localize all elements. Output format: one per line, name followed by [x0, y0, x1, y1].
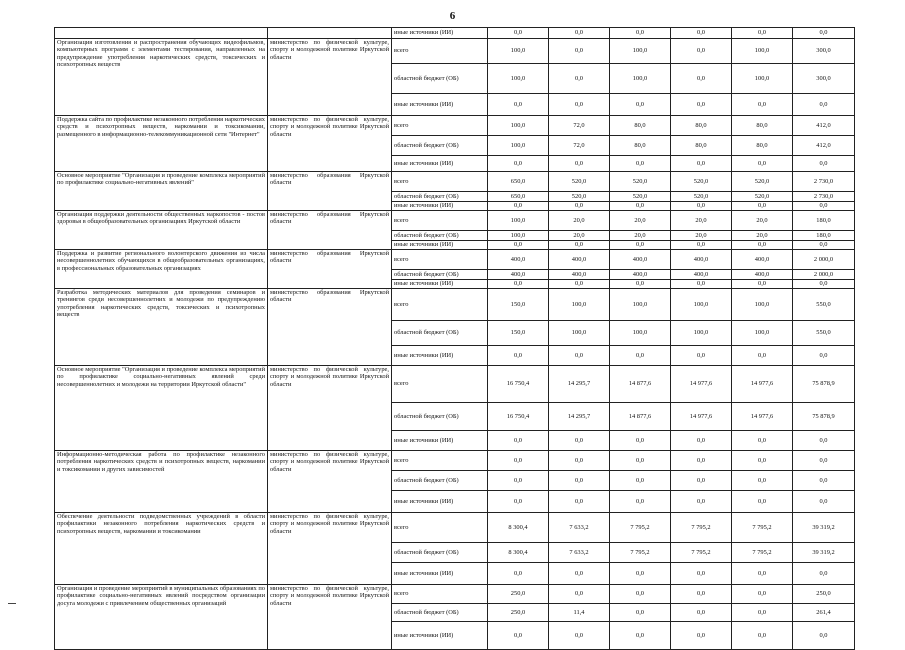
value-cell: 80,0 [671, 116, 732, 136]
responsible-cell [268, 28, 392, 39]
responsible-executor-cell: министерство образования Иркутской области [268, 289, 392, 366]
table-row [55, 172, 855, 192]
financing-table [54, 27, 855, 650]
value-cell: 75 878,9 [793, 366, 855, 403]
value-cell: 0,0 [732, 346, 793, 366]
source-cell: иные источники (ИИ) [392, 28, 488, 39]
value-cell: 0,0 [732, 471, 793, 491]
value-cell: 100,0 [549, 321, 610, 346]
value-cell: 0,0 [549, 280, 610, 289]
value-cell: 0,0 [549, 451, 610, 471]
value-cell: 100,0 [610, 289, 671, 321]
value-cell: 0,0 [671, 156, 732, 172]
value-cell: 0,0 [610, 280, 671, 289]
value-cell: 0,0 [732, 202, 793, 211]
value-cell: 7 795,2 [732, 513, 793, 543]
name-cell [55, 28, 268, 39]
value-cell: 180,0 [793, 211, 855, 231]
funding-source-cell: областной бюджет (ОБ) [392, 231, 488, 241]
value-cell: 0,0 [671, 622, 732, 650]
value-cell: 0,0 [610, 94, 671, 116]
value-cell: 80,0 [671, 136, 732, 156]
value-cell: 0,0 [671, 471, 732, 491]
value-cell: 0,0 [732, 431, 793, 451]
value-cell: 0,0 [549, 471, 610, 491]
value-cell: 7 795,2 [671, 513, 732, 543]
value-cell: 400,0 [549, 270, 610, 280]
value-cell: 0,0 [610, 28, 671, 39]
value-cell: 250,0 [488, 604, 549, 622]
value-cell: 100,0 [610, 39, 671, 64]
value-cell: 72,0 [549, 136, 610, 156]
value-cell: 0,0 [793, 622, 855, 650]
value-cell: 0,0 [610, 451, 671, 471]
value-cell: 0,0 [549, 431, 610, 451]
funding-source-cell: иные источники (ИИ) [392, 280, 488, 289]
value-cell: 100,0 [488, 136, 549, 156]
value-cell: 14 977,6 [732, 366, 793, 403]
value-cell: 7 633,2 [549, 513, 610, 543]
value-cell: 400,0 [610, 270, 671, 280]
funding-source-cell: областной бюджет (ОБ) [392, 136, 488, 156]
funding-source-cell: всего [392, 250, 488, 270]
value-cell: 400,0 [610, 250, 671, 270]
measure-name-cell: Организация поддержки деятельности общественных наркопостов - постов здоровья в общеобразовательных организациях Иркутской области [55, 211, 268, 250]
value-cell: 75 878,9 [793, 403, 855, 431]
value-cell: 0,0 [549, 241, 610, 250]
value-cell: 0,0 [488, 280, 549, 289]
value-cell: 0,0 [671, 202, 732, 211]
value-cell: 80,0 [732, 116, 793, 136]
responsible-executor-cell: министерство образования Иркутской области [268, 172, 392, 211]
value-cell: 0,0 [488, 491, 549, 513]
value-cell: 100,0 [488, 231, 549, 241]
value-cell: 7 795,2 [671, 543, 732, 563]
measure-name-cell: Разработка методических материалов для проведения семинаров и тренингов среди несовершеннолетних и молодежи по предупреждению употребления наркотических средств, токсических и психотропных веществ [55, 289, 268, 366]
value-cell: 0,0 [610, 622, 671, 650]
measure-name-cell: Информационно-методическая работа по профилактике незаконного потребления наркотических средств и психотропных веществ, наркомании и токсикомании и других зависимостей [55, 451, 268, 513]
funding-source-cell: всего [392, 116, 488, 136]
funding-source-cell: всего [392, 366, 488, 403]
value-cell: 8 300,4 [488, 513, 549, 543]
funding-source-cell: областной бюджет (ОБ) [392, 604, 488, 622]
value-cell: 520,0 [671, 172, 732, 192]
value-cell: 0,0 [549, 491, 610, 513]
value-cell: 7 795,2 [732, 543, 793, 563]
value-cell: 20,0 [732, 211, 793, 231]
value-cell: 0,0 [549, 94, 610, 116]
value-cell: 0,0 [488, 431, 549, 451]
value-cell: 100,0 [671, 321, 732, 346]
value-cell: 7 795,2 [610, 513, 671, 543]
table-row [55, 116, 855, 136]
value-cell: 650,0 [488, 172, 549, 192]
responsible-executor-cell: министерство по физической культуре, спорту и молодежной политике Иркутской области [268, 116, 392, 172]
value-cell: 0,0 [732, 28, 793, 39]
table-row [55, 211, 855, 231]
value-cell: 100,0 [610, 64, 671, 94]
value-cell: 2 000,0 [793, 270, 855, 280]
value-cell: 0,0 [732, 451, 793, 471]
value-cell: 72,0 [549, 116, 610, 136]
responsible-executor-cell: министерство образования Иркутской области [268, 211, 392, 250]
value-cell: 16 750,4 [488, 403, 549, 431]
funding-source-cell: всего [392, 289, 488, 321]
funding-source-cell: иные источники (ИИ) [392, 431, 488, 451]
value-cell: 0,0 [793, 280, 855, 289]
value-cell: 0,0 [671, 491, 732, 513]
value-cell: 100,0 [549, 289, 610, 321]
funding-source-cell: всего [392, 172, 488, 192]
value-cell: 0,0 [488, 622, 549, 650]
value-cell: 400,0 [732, 270, 793, 280]
value-cell: 550,0 [793, 289, 855, 321]
measure-name-cell: Поддержка и развитие регионального волонтерского движения из числа несовершеннолетних обучающихся в общеобразовательных организациях, в профессиональных образовательных организациях [55, 250, 268, 289]
value-cell: 250,0 [488, 585, 549, 604]
value-cell: 520,0 [732, 192, 793, 202]
value-cell: 0,0 [610, 241, 671, 250]
value-cell: 0,0 [671, 64, 732, 94]
value-cell: 0,0 [488, 94, 549, 116]
funding-source-cell: иные источники (ИИ) [392, 241, 488, 250]
value-cell: 150,0 [488, 289, 549, 321]
value-cell: 0,0 [732, 563, 793, 585]
value-cell: 20,0 [549, 231, 610, 241]
funding-source-cell: всего [392, 451, 488, 471]
funding-source-cell: областной бюджет (ОБ) [392, 64, 488, 94]
value-cell: 14 977,6 [732, 403, 793, 431]
value-cell: 300,0 [793, 64, 855, 94]
value-cell: 400,0 [549, 250, 610, 270]
funding-source-cell: иные источники (ИИ) [392, 156, 488, 172]
value-cell: 0,0 [732, 241, 793, 250]
table-row [55, 39, 855, 64]
value-cell: 100,0 [488, 64, 549, 94]
value-cell: 14 977,6 [671, 403, 732, 431]
value-cell: 0,0 [549, 585, 610, 604]
value-cell: 650,0 [488, 192, 549, 202]
funding-source-cell: областной бюджет (ОБ) [392, 543, 488, 563]
value-cell: 0,0 [671, 94, 732, 116]
value-cell: 100,0 [732, 64, 793, 94]
value-cell: 100,0 [732, 289, 793, 321]
value-cell: 150,0 [488, 321, 549, 346]
value-cell: 520,0 [671, 192, 732, 202]
value-cell: 0,0 [671, 451, 732, 471]
value-cell: 39 319,2 [793, 543, 855, 563]
funding-source-cell: областной бюджет (ОБ) [392, 471, 488, 491]
table-row [55, 289, 855, 321]
value-cell: 80,0 [610, 116, 671, 136]
value-cell: 412,0 [793, 116, 855, 136]
funding-source-cell: всего [392, 513, 488, 543]
value-cell: 0,0 [793, 563, 855, 585]
value-cell: 180,0 [793, 231, 855, 241]
value-cell: 2 730,0 [793, 192, 855, 202]
value-cell: 0,0 [732, 94, 793, 116]
value-cell: 0,0 [793, 156, 855, 172]
scan-mark [8, 603, 16, 604]
value-cell: 14 977,6 [671, 366, 732, 403]
table-row [55, 28, 855, 39]
measure-name-cell: Основное мероприятие "Организация и проведение комплекса мероприятий по профилактике социально-негативных явлений среди несовершеннолетних и молодежи на территории Иркутской области" [55, 366, 268, 451]
responsible-executor-cell: министерство по физической культуре, спорту и молодежной политике Иркутской области [268, 39, 392, 116]
value-cell: 39 319,2 [793, 513, 855, 543]
value-cell: 0,0 [549, 64, 610, 94]
value-cell: 0,0 [610, 346, 671, 366]
value-cell: 0,0 [793, 28, 855, 39]
value-cell: 412,0 [793, 136, 855, 156]
funding-source-cell: иные источники (ИИ) [392, 202, 488, 211]
value-cell: 0,0 [610, 491, 671, 513]
measure-name-cell: Обеспечение деятельности подведомственных учреждений в области профилактики незаконного потребления наркотических средств и психотропных веществ, наркомании и токсикомании [55, 513, 268, 585]
value-cell: 0,0 [671, 346, 732, 366]
table-row [55, 250, 855, 270]
value-cell: 100,0 [732, 39, 793, 64]
value-cell: 0,0 [793, 241, 855, 250]
value-cell: 0,0 [488, 202, 549, 211]
measure-name-cell: Организация изготовления и распространения обучающих видеофильмов, компьютерных программ с элементами тестирования, направленных на предупреждение употребления наркотических средств, токсических и психотропных веществ [55, 39, 268, 116]
value-cell: 20,0 [732, 231, 793, 241]
value-cell: 0,0 [671, 39, 732, 64]
value-cell: 100,0 [488, 211, 549, 231]
funding-source-cell: иные источники (ИИ) [392, 563, 488, 585]
value-cell: 520,0 [610, 172, 671, 192]
responsible-executor-cell: министерство по физической культуре, спорту и молодежной политике Иркутской области [268, 585, 392, 650]
value-cell: 0,0 [549, 156, 610, 172]
value-cell: 0,0 [793, 451, 855, 471]
responsible-executor-cell: министерство образования Иркутской области [268, 250, 392, 289]
funding-source-cell: иные источники (ИИ) [392, 622, 488, 650]
value-cell: 11,4 [549, 604, 610, 622]
value-cell: 0,0 [732, 604, 793, 622]
value-cell: 14 877,6 [610, 366, 671, 403]
value-cell: 0,0 [671, 241, 732, 250]
value-cell: 0,0 [488, 28, 549, 39]
value-cell: 2 000,0 [793, 250, 855, 270]
value-cell: 0,0 [793, 346, 855, 366]
funding-source-cell: всего [392, 211, 488, 231]
funding-source-cell: всего [392, 39, 488, 64]
value-cell: 0,0 [732, 622, 793, 650]
table-row [55, 451, 855, 471]
responsible-executor-cell: министерство по физической культуре, спорту и молодежной политике Иркутской области [268, 513, 392, 585]
table-row [55, 513, 855, 543]
value-cell: 300,0 [793, 39, 855, 64]
value-cell: 520,0 [549, 172, 610, 192]
value-cell: 20,0 [549, 211, 610, 231]
funding-source-cell: областной бюджет (ОБ) [392, 321, 488, 346]
table-row [55, 585, 855, 604]
value-cell: 100,0 [610, 321, 671, 346]
value-cell: 0,0 [732, 585, 793, 604]
value-cell: 20,0 [671, 231, 732, 241]
value-cell: 400,0 [488, 270, 549, 280]
value-cell: 0,0 [610, 202, 671, 211]
value-cell: 0,0 [549, 622, 610, 650]
value-cell: 0,0 [793, 202, 855, 211]
funding-source-cell: областной бюджет (ОБ) [392, 192, 488, 202]
measure-name-cell: Организация и проведение мероприятий в муниципальных образованиях по профилактике социально-негативных явлений посредством организации досуга молодежи с привлечением общественных организаций [55, 585, 268, 650]
value-cell: 100,0 [488, 39, 549, 64]
value-cell: 20,0 [610, 231, 671, 241]
value-cell: 0,0 [610, 471, 671, 491]
measure-name-cell: Поддержка сайта по профилактике незаконного потребления наркотических средств и психотропных веществ, наркомании и токсикомании, размещенного в информационно-телекоммуникационной сети "Интернет" [55, 116, 268, 172]
funding-source-cell: областной бюджет (ОБ) [392, 270, 488, 280]
value-cell: 0,0 [488, 156, 549, 172]
value-cell: 14 877,6 [610, 403, 671, 431]
funding-source-cell: иные источники (ИИ) [392, 94, 488, 116]
value-cell: 520,0 [732, 172, 793, 192]
value-cell: 520,0 [549, 192, 610, 202]
value-cell: 8 300,4 [488, 543, 549, 563]
value-cell: 0,0 [732, 491, 793, 513]
funding-source-cell: всего [392, 585, 488, 604]
value-cell: 16 750,4 [488, 366, 549, 403]
value-cell: 14 295,7 [549, 366, 610, 403]
value-cell: 14 295,7 [549, 403, 610, 431]
value-cell: 20,0 [671, 211, 732, 231]
value-cell: 0,0 [549, 39, 610, 64]
value-cell: 0,0 [793, 431, 855, 451]
funding-source-cell: областной бюджет (ОБ) [392, 403, 488, 431]
value-cell: 400,0 [488, 250, 549, 270]
value-cell: 0,0 [671, 280, 732, 289]
value-cell: 0,0 [671, 563, 732, 585]
value-cell: 550,0 [793, 321, 855, 346]
value-cell: 0,0 [610, 156, 671, 172]
value-cell: 100,0 [732, 321, 793, 346]
value-cell: 0,0 [549, 563, 610, 585]
value-cell: 0,0 [793, 471, 855, 491]
page-number: 6 [449, 10, 456, 22]
funding-source-cell: иные источники (ИИ) [392, 491, 488, 513]
value-cell: 0,0 [549, 346, 610, 366]
value-cell: 0,0 [488, 346, 549, 366]
value-cell: 0,0 [671, 604, 732, 622]
funding-source-cell: иные источники (ИИ) [392, 346, 488, 366]
value-cell: 0,0 [549, 202, 610, 211]
value-cell: 0,0 [671, 28, 732, 39]
value-cell: 0,0 [549, 28, 610, 39]
value-cell: 0,0 [793, 94, 855, 116]
responsible-executor-cell: министерство по физической культуре, спорту и молодежной политике Иркутской области [268, 366, 392, 451]
value-cell: 0,0 [488, 471, 549, 491]
value-cell: 520,0 [610, 192, 671, 202]
value-cell: 0,0 [793, 491, 855, 513]
value-cell: 0,0 [732, 280, 793, 289]
value-cell: 0,0 [610, 431, 671, 451]
value-cell: 7 795,2 [610, 543, 671, 563]
value-cell: 0,0 [671, 431, 732, 451]
value-cell: 0,0 [610, 604, 671, 622]
measure-name-cell: Основное мероприятие "Организация и проведение комплекса мероприятий по профилактике социально-негативных явлений" [55, 172, 268, 211]
value-cell: 400,0 [671, 270, 732, 280]
value-cell: 0,0 [671, 585, 732, 604]
value-cell: 80,0 [610, 136, 671, 156]
value-cell: 0,0 [610, 563, 671, 585]
value-cell: 100,0 [488, 116, 549, 136]
value-cell: 0,0 [610, 585, 671, 604]
value-cell: 0,0 [488, 451, 549, 471]
value-cell: 0,0 [488, 563, 549, 585]
value-cell: 80,0 [732, 136, 793, 156]
table-row [55, 366, 855, 403]
responsible-executor-cell: министерство по физической культуре, спорту и молодежной политике Иркутской области [268, 451, 392, 513]
value-cell: 100,0 [671, 289, 732, 321]
value-cell: 7 633,2 [549, 543, 610, 563]
value-cell: 261,4 [793, 604, 855, 622]
value-cell: 400,0 [671, 250, 732, 270]
value-cell: 20,0 [610, 211, 671, 231]
value-cell: 250,0 [793, 585, 855, 604]
value-cell: 0,0 [732, 156, 793, 172]
value-cell: 0,0 [488, 241, 549, 250]
value-cell: 2 730,0 [793, 172, 855, 192]
value-cell: 400,0 [732, 250, 793, 270]
